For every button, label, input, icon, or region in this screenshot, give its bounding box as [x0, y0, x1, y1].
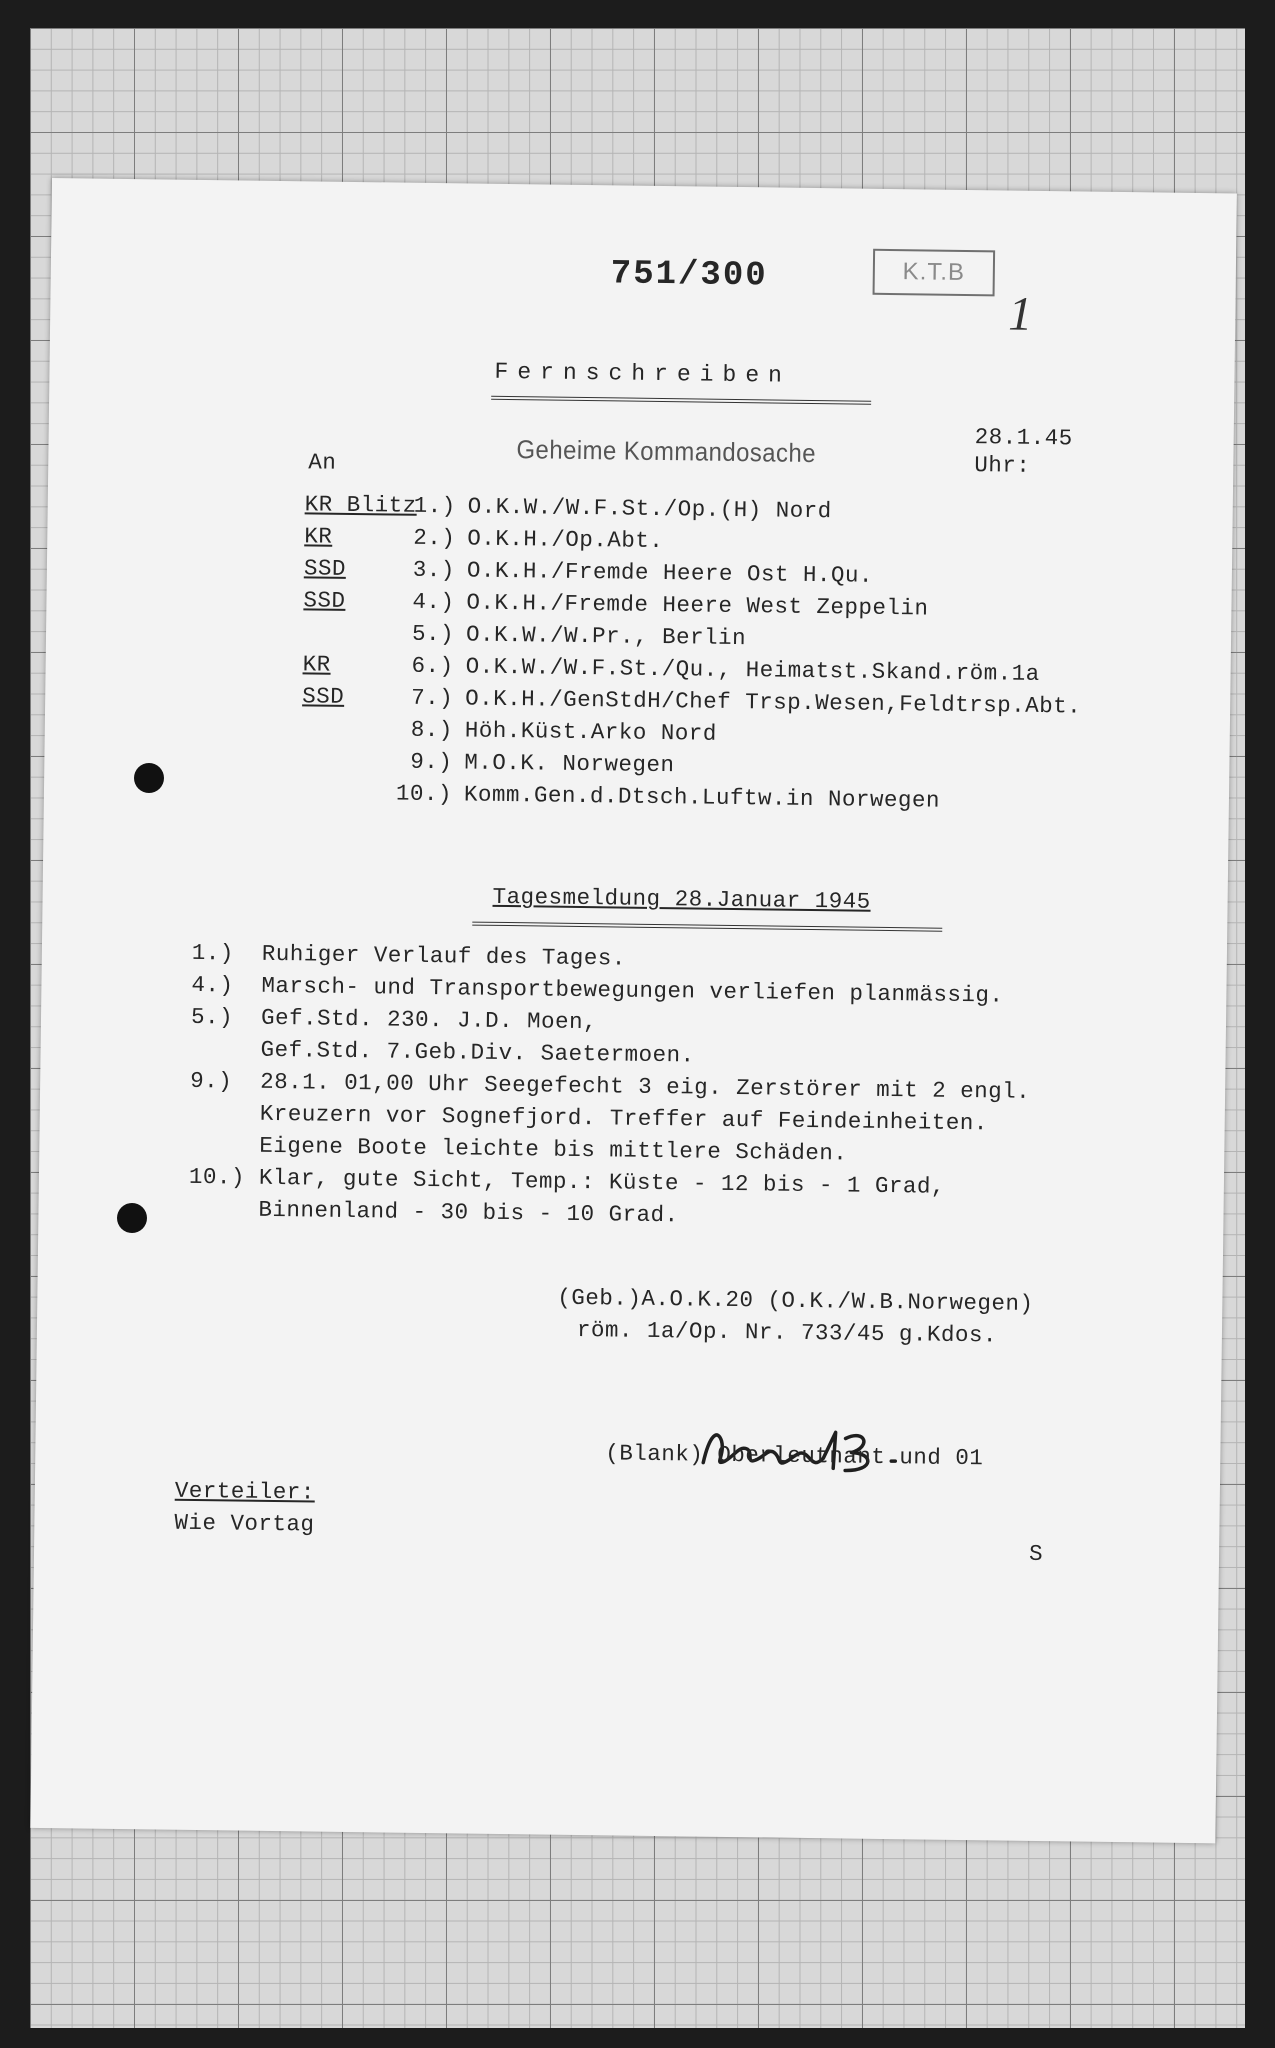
recipient-number: 7.) [411, 684, 454, 712]
serial-number: 751/300 [610, 255, 768, 296]
recipient-destination: O.K.H./GenStdH/Chef Trsp.Wesen,Feldtrsp.Abt. [465, 685, 1082, 720]
file-reference: röm. 1a/Op. Nr. 733/45 g.Kdos. [576, 1316, 998, 1349]
recipient-destination: M.O.K. Norwegen [464, 749, 675, 779]
addressee-label: An [308, 449, 337, 476]
recipient-number: 5.) [411, 620, 455, 648]
report-title-underline [472, 922, 942, 932]
heading-underline [491, 396, 871, 405]
priority-code: SSD [302, 683, 345, 710]
recipient-number: 8.) [410, 716, 453, 744]
recipient-destination: O.K.W./W.F.St./Op.(H) Nord [467, 493, 832, 525]
distribution-text: Wie Vortag [174, 1509, 315, 1538]
report-line: Klar, gute Sicht, Temp.: Küste - 12 bis - 1 Grad, [258, 1164, 946, 1200]
report-line: Binnenland - 30 bis - 10 Grad. [258, 1196, 679, 1229]
recipient-number: 3.) [412, 556, 456, 584]
initial-mark: S [1028, 1540, 1044, 1568]
report-line: Marsch- und Transportbewegungen verliefen planmässig. [261, 972, 1004, 1009]
priority-code: KR [304, 523, 333, 550]
recipient-destination: O.K.W./W.Pr., Berlin [465, 621, 747, 652]
priority-code: KR Blitz [304, 491, 417, 519]
report-item-number: 9.) [190, 1067, 233, 1095]
recipient-number: 9.) [410, 748, 453, 776]
priority-code: SSD [303, 587, 346, 614]
report-item-number: 10.) [188, 1163, 246, 1191]
recipient-destination: O.K.H./Fremde Heere West Zeppelin [466, 589, 929, 622]
document-heading: Fernschreiben [494, 358, 792, 389]
report-line: Kreuzern vor Sognefjord. Treffer auf Feindeinheiten. [259, 1100, 989, 1137]
priority-code: KR [302, 651, 331, 678]
report-line: Ruhiger Verlauf des Tages. [261, 940, 627, 972]
document-date: 28.1.45 [974, 424, 1073, 452]
report-item-number: 4.) [191, 971, 234, 999]
report-line: Eigene Boote leichte bis mittlere Schäden. [259, 1132, 848, 1167]
punch-hole [117, 1203, 147, 1233]
report-title: Tagesmeldung 28.Januar 1945 [492, 883, 871, 915]
report-line: 28.1. 01,00 Uhr Seegefecht 3 eig. Zerstörer mit 2 engl. [260, 1068, 1031, 1105]
classification-stamp: Geheime Kommandosache [516, 434, 817, 469]
report-line: Gef.Std. 230. J.D. Moen, [260, 1004, 598, 1036]
recipient-number: 1.) [413, 492, 456, 520]
distribution-label: Verteiler: [174, 1477, 316, 1506]
teletype-document [30, 178, 1236, 1843]
recipient-number: 2.) [413, 524, 456, 552]
recipient-number: 10.) [395, 780, 453, 808]
recipient-destination: O.K.H./Fremde Heere Ost H.Qu. [466, 557, 874, 589]
signer-block: (Blank) Oberleutnant und 01 [605, 1440, 984, 1472]
punch-hole [134, 763, 164, 793]
ktb-stamp: K.T.B [873, 249, 996, 297]
priority-code: SSD [303, 555, 347, 582]
recipient-number: 6.) [411, 652, 454, 680]
report-item-number: 5.) [190, 1003, 234, 1031]
recipient-destination: Höh.Küst.Arko Nord [464, 717, 717, 747]
recipient-number: 4.) [412, 588, 455, 616]
handwritten-page-number: 1 [1007, 287, 1034, 341]
report-item-number: 1.) [191, 939, 235, 967]
report-line: Gef.Std. 7.Geb.Div. Saetermoen. [260, 1036, 695, 1069]
time-label: Uhr: [974, 452, 1031, 479]
recipient-destination: Komm.Gen.d.Dtsch.Luftw.in Norwegen [463, 781, 941, 814]
recipient-destination: O.K.W./W.F.St./Qu., Heimatst.Skand.röm.1a [465, 653, 1040, 687]
recipient-destination: O.K.H./Op.Abt. [467, 525, 664, 555]
sender-line: (Geb.)A.O.K.20 (O.K./W.B.Norwegen) [557, 1284, 1034, 1317]
